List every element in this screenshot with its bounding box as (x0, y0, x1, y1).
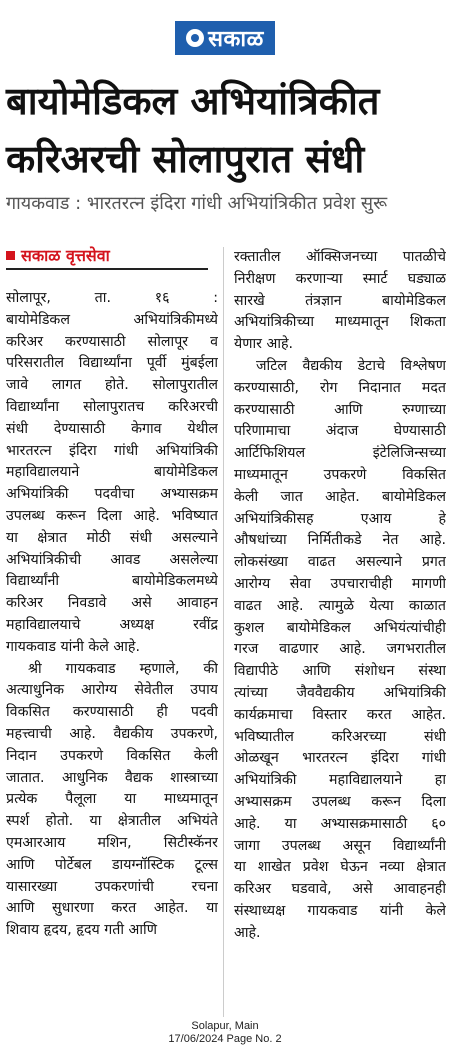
article-line: आहे. (234, 924, 261, 941)
masthead-name: सकाळ (208, 27, 264, 52)
article-line: सारखे तंत्रज्ञान बायोमेडिकल (234, 292, 446, 309)
article-left-column (6, 288, 218, 942)
article-line: करिअर करण्यासाठी सोलापूर व (6, 333, 218, 350)
article-line: भविष्यातील करिअरच्या संधी (234, 728, 446, 745)
article-line: निदान उपकरणे विकसित केली (6, 747, 218, 764)
article-line: केली जात आहेत. बायोमेडिकल (234, 488, 446, 505)
article-line: संधी देण्यासाठी केगाव येथील (6, 420, 218, 437)
article-line: बायोमेडिकल अभियांत्रिकीमध्ये (6, 311, 218, 328)
article-line: अत्याधुनिक आरोग्य सेवेतील उपाय (6, 682, 218, 699)
article-line: कुशल बायोमेडिकल अभियंत्यांचीही (234, 619, 446, 636)
article-line: ओळखून भारतरत्न इंदिरा गांधी (234, 750, 446, 767)
article-line: आणि सुधारणा करत आहेत. या (6, 900, 218, 917)
article-line: गायकवाड यांनी केले आहे. (6, 638, 140, 655)
article-line: अभियांत्रिकीच्या माध्यमातून शिकता (234, 314, 446, 331)
article-line: विद्यापीठे आणि संशोधन संस्था (234, 663, 446, 680)
article-line: अभियांत्रिकी पदवीचा अभ्यासक्रम (6, 486, 218, 503)
article-line: आरोग्य सेवा उपचाराचीही मागणी (234, 575, 446, 592)
article-line: लोकसंख्या वाढत असल्याने प्रगत (234, 554, 446, 571)
article-line: करिअर निवडावे असे आवाहन (6, 595, 218, 612)
article-line: स्पर्श होतो. या क्षेत्रातील अभियंते (6, 813, 218, 830)
article-line: या क्षेत्रात मोठी संधी असल्याने (6, 529, 218, 546)
article-line: वाढत आहे. त्यामुळे येत्या काळात (234, 597, 446, 614)
article-right-column (234, 247, 446, 945)
article-line: परिणामाचा अंदाज घेण्यासाठी (234, 423, 446, 440)
article-line: परिसरातील विद्यार्थ्यांना पूर्वी मुंबईला (6, 355, 218, 372)
article-line: एमआरआय मशिन, सिटीस्कॅनर (6, 834, 218, 851)
article-line: सोलापूर, ता. १६ : (6, 290, 218, 306)
article-line: जावे लागत होते. सोलापुरातील (6, 377, 218, 394)
article-line: अभियांत्रिकी महाविद्यालयाने हा (234, 772, 446, 789)
article-line: आर्टिफिशियल इंटेलिजिन्सच्या (234, 445, 446, 462)
article-line: या शाखेत प्रवेश घेऊन नव्या क्षेत्रात (234, 859, 446, 876)
article-line: यासारख्या उपकरणांची रचना (6, 878, 218, 895)
article-line: अभियांत्रिकीसह एआय हे (234, 510, 446, 527)
article-line: आहे. या अभ्यासक्रमासाठी ६० (234, 815, 446, 832)
article-line: महत्त्वाची आहे. वैद्यकीय उपकरणे, (6, 725, 218, 742)
article-line: श्री गायकवाड म्हणाले, की (28, 660, 218, 677)
article-line: शिवाय हृदय, हृदय गती आणि (6, 922, 157, 939)
article-line: भारतरत्न इंदिरा गांधी अभियांत्रिकी (6, 442, 218, 459)
article-line: करिअर घडवावे, असे आवाहनही (234, 881, 446, 898)
article-line: विद्यार्थ्यांना सोलापुरातच करिअरची (6, 398, 218, 415)
sakal-emblem-icon (186, 29, 204, 47)
article-line: येणार आहे. (234, 336, 294, 353)
article-line: करण्यासाठी, रोग निदानात मदत (234, 379, 446, 396)
byline-text: सकाळ वृत्तसेवा (21, 246, 110, 265)
article-line: निरीक्षण करणाऱ्या स्मार्ट घड्याळ (234, 270, 446, 287)
headline (6, 72, 446, 188)
article-line: उपलब्ध करून दिला आहे. भविष्यात (6, 507, 218, 524)
page-footer (0, 1020, 450, 1046)
byline (6, 242, 208, 270)
article-line: जटिल वैद्यकीय डेटाचे विश्लेषण (256, 357, 446, 374)
column-divider (223, 247, 224, 1017)
article-line: विद्यार्थ्यांनी बायोमेडिकलमध्ये (6, 573, 218, 590)
subheadline: गायकवाड : भारतरत्न इंदिरा गांधी अभियांत्रिकीत प्रवेश सुरू (6, 193, 388, 214)
article-line: महाविद्यालयाचे अध्यक्ष रवींद्र (6, 616, 218, 633)
footer-edition: Solapur, Main (191, 1020, 259, 1032)
article-line: जागा उपलब्ध असून विद्यार्थ्यांनी (234, 837, 446, 854)
article-line: गरज वाढणार आहे. जगभरातील (234, 641, 446, 658)
article-line: प्रत्येक पैलूला या माध्यमातून (6, 791, 218, 808)
article-line: औषधांच्या निर्मितीकडे नेत आहे. (234, 532, 446, 549)
article-line: करण्यासाठी आणि रुग्णाच्या (234, 401, 446, 418)
article-line: आणि पोर्टेबल डायग्नॉस्टिक टूल्स (6, 856, 218, 873)
article-line: माध्यमातून उपकरणे विकसित (234, 466, 446, 483)
article-line: महाविद्यालयाने बायोमेडिकल (6, 464, 218, 481)
article-line: रक्तातील ऑक्सिजनच्या पातळीचे (234, 249, 446, 265)
byline-marker-icon (6, 251, 15, 260)
article-line: विकसित करण्यासाठी ही पदवी (6, 704, 218, 721)
article-line: त्यांच्या जैववैद्यकीय अभियांत्रिकी (234, 684, 446, 701)
headline-line-1: बायोमेडिकल अभियांत्रिकीत (6, 79, 380, 123)
newspaper-logo (175, 21, 275, 55)
footer-date-page: 17/06/2024 Page No. 2 (168, 1033, 282, 1045)
article-line: संस्थाध्यक्ष गायकवाड यांनी केले (234, 902, 446, 919)
article-line: जातात. आधुनिक वैद्यक शास्त्राच्या (6, 769, 218, 786)
article-line: कार्यक्रमाचा विस्तार करत आहेत. (234, 706, 446, 723)
article-line: अभ्यासक्रम उपलब्ध करून दिला (234, 793, 446, 810)
headline-line-2: करिअरची सोलापुरात संधी (6, 137, 365, 181)
article-line: अभियांत्रिकीची आवड असलेल्या (6, 551, 218, 568)
